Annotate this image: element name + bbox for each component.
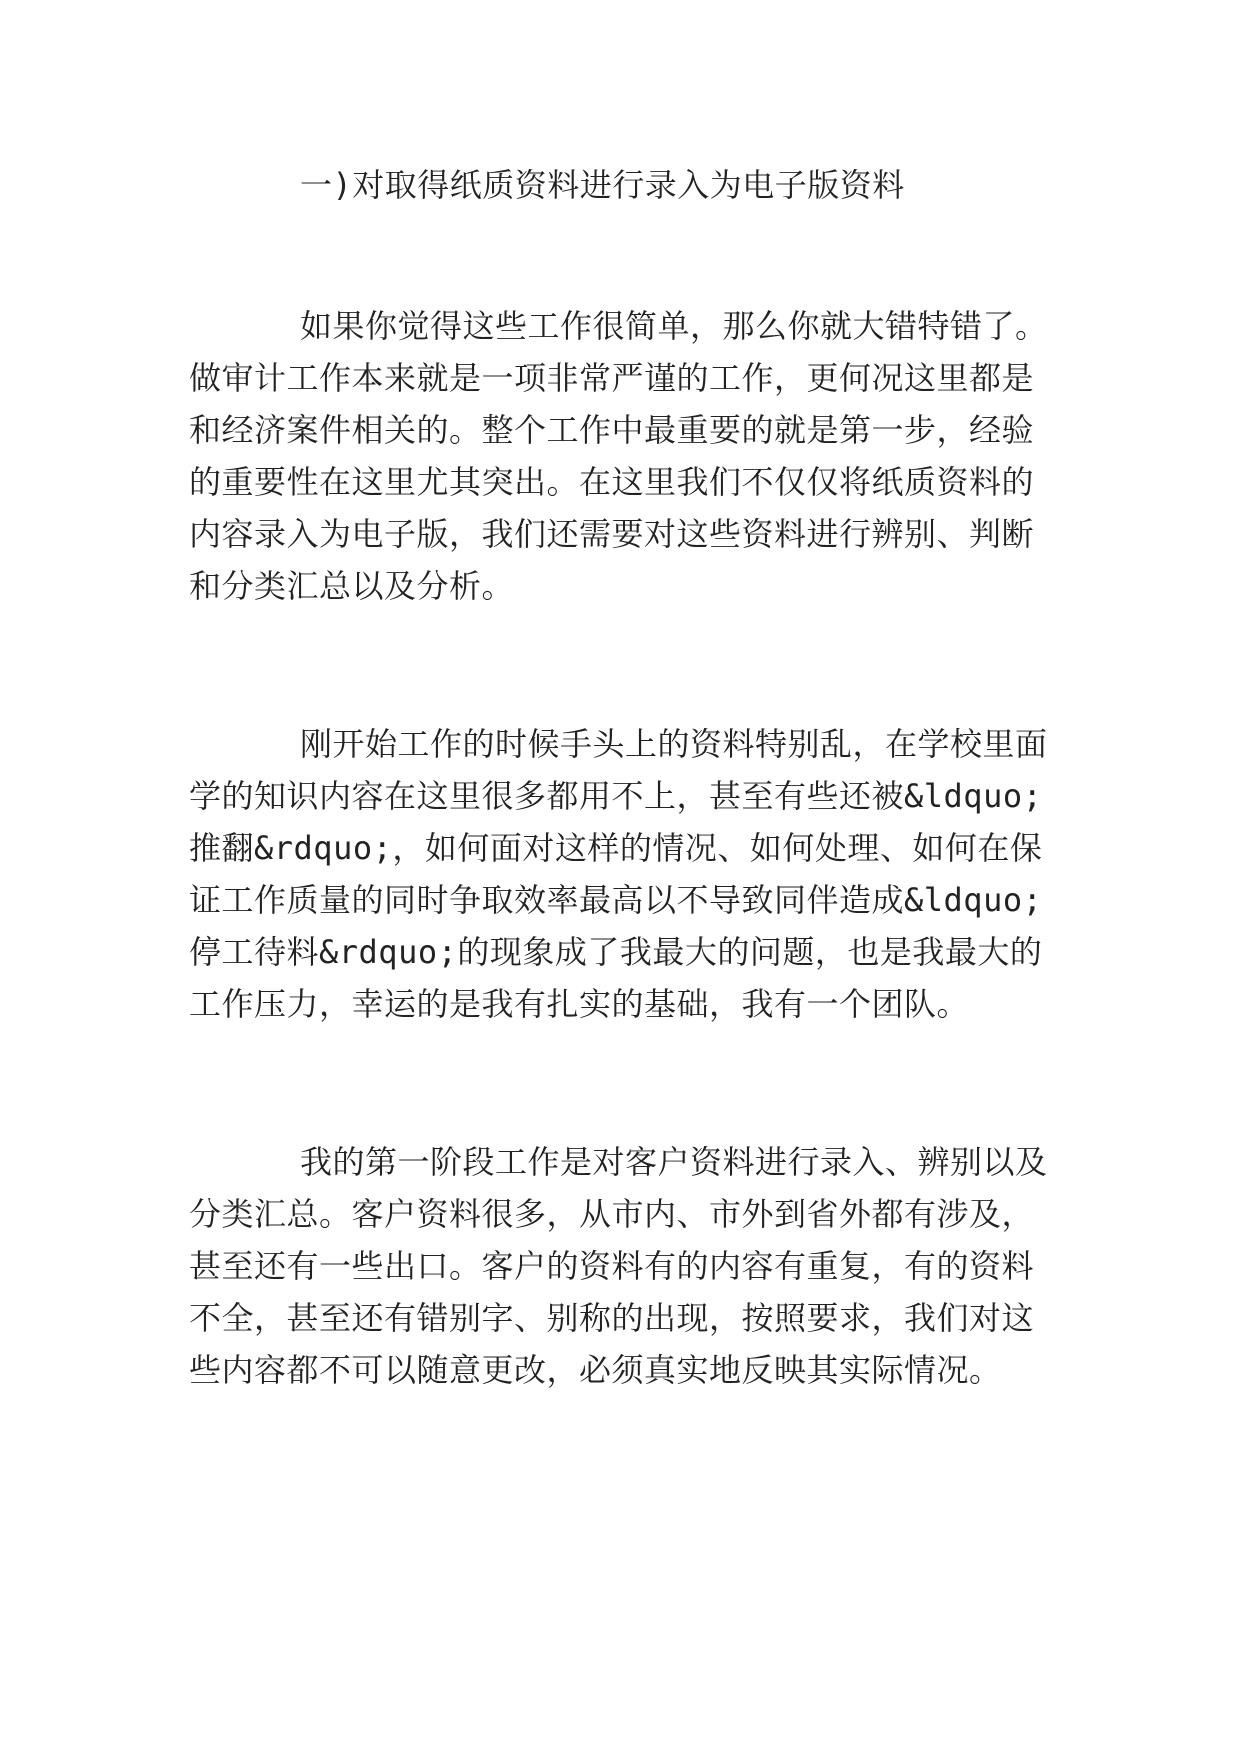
paragraph-line: 分类汇总。客户资料很多，从市内、市外到省外都有涉及， [189, 1195, 1035, 1233]
paragraph-line: 如果你觉得这些工作很简单，那么你就大错特错了。 [300, 307, 1048, 345]
paragraph-line: 和分类汇总以及分析。 [189, 567, 515, 605]
paragraph-line: 不全，甚至还有错别字、别称的出现，按照要求，我们对这 [189, 1299, 1035, 1337]
paragraph-line: 停工待料&rdquo;的现象成了我最大的问题，也是我最大的 [189, 933, 1043, 971]
section-heading: 一)对取得纸质资料进行录入为电子版资料 [300, 166, 905, 204]
paragraph-line: 些内容都不可以随意更改，必须真实地反映其实际情况。 [189, 1351, 1002, 1389]
paragraph-line: 证工作质量的同时争取效率最高以不导致同伴造成&ldquo; [189, 881, 1043, 919]
paragraph-line: 甚至还有一些出口。客户的资料有的内容有重复，有的资料 [189, 1247, 1035, 1285]
paragraph-line: 推翻&rdquo;，如何面对这样的情况、如何处理、如何在保 [189, 829, 1043, 867]
paragraph-line: 和经济案件相关的。整个工作中最重要的就是第一步，经验 [189, 411, 1035, 449]
paragraph-line: 工作压力，幸运的是我有扎实的基础，我有一个团队。 [189, 985, 970, 1023]
paragraph-line: 学的知识内容在这里很多都用不上，甚至有些还被&ldquo; [189, 777, 1043, 815]
paragraph-line: 我的第一阶段工作是对客户资料进行录入、辨别以及 [300, 1143, 1048, 1181]
paragraph-line: 的重要性在这里尤其突出。在这里我们不仅仅将纸质资料的 [189, 463, 1035, 501]
paragraph-line: 刚开始工作的时候手头上的资料特别乱，在学校里面 [300, 725, 1048, 763]
paragraph-line: 做审计工作本来就是一项非常严谨的工作，更何况这里都是 [189, 359, 1035, 397]
paragraph-line: 内容录入为电子版，我们还需要对这些资料进行辨别、判断 [189, 515, 1035, 553]
